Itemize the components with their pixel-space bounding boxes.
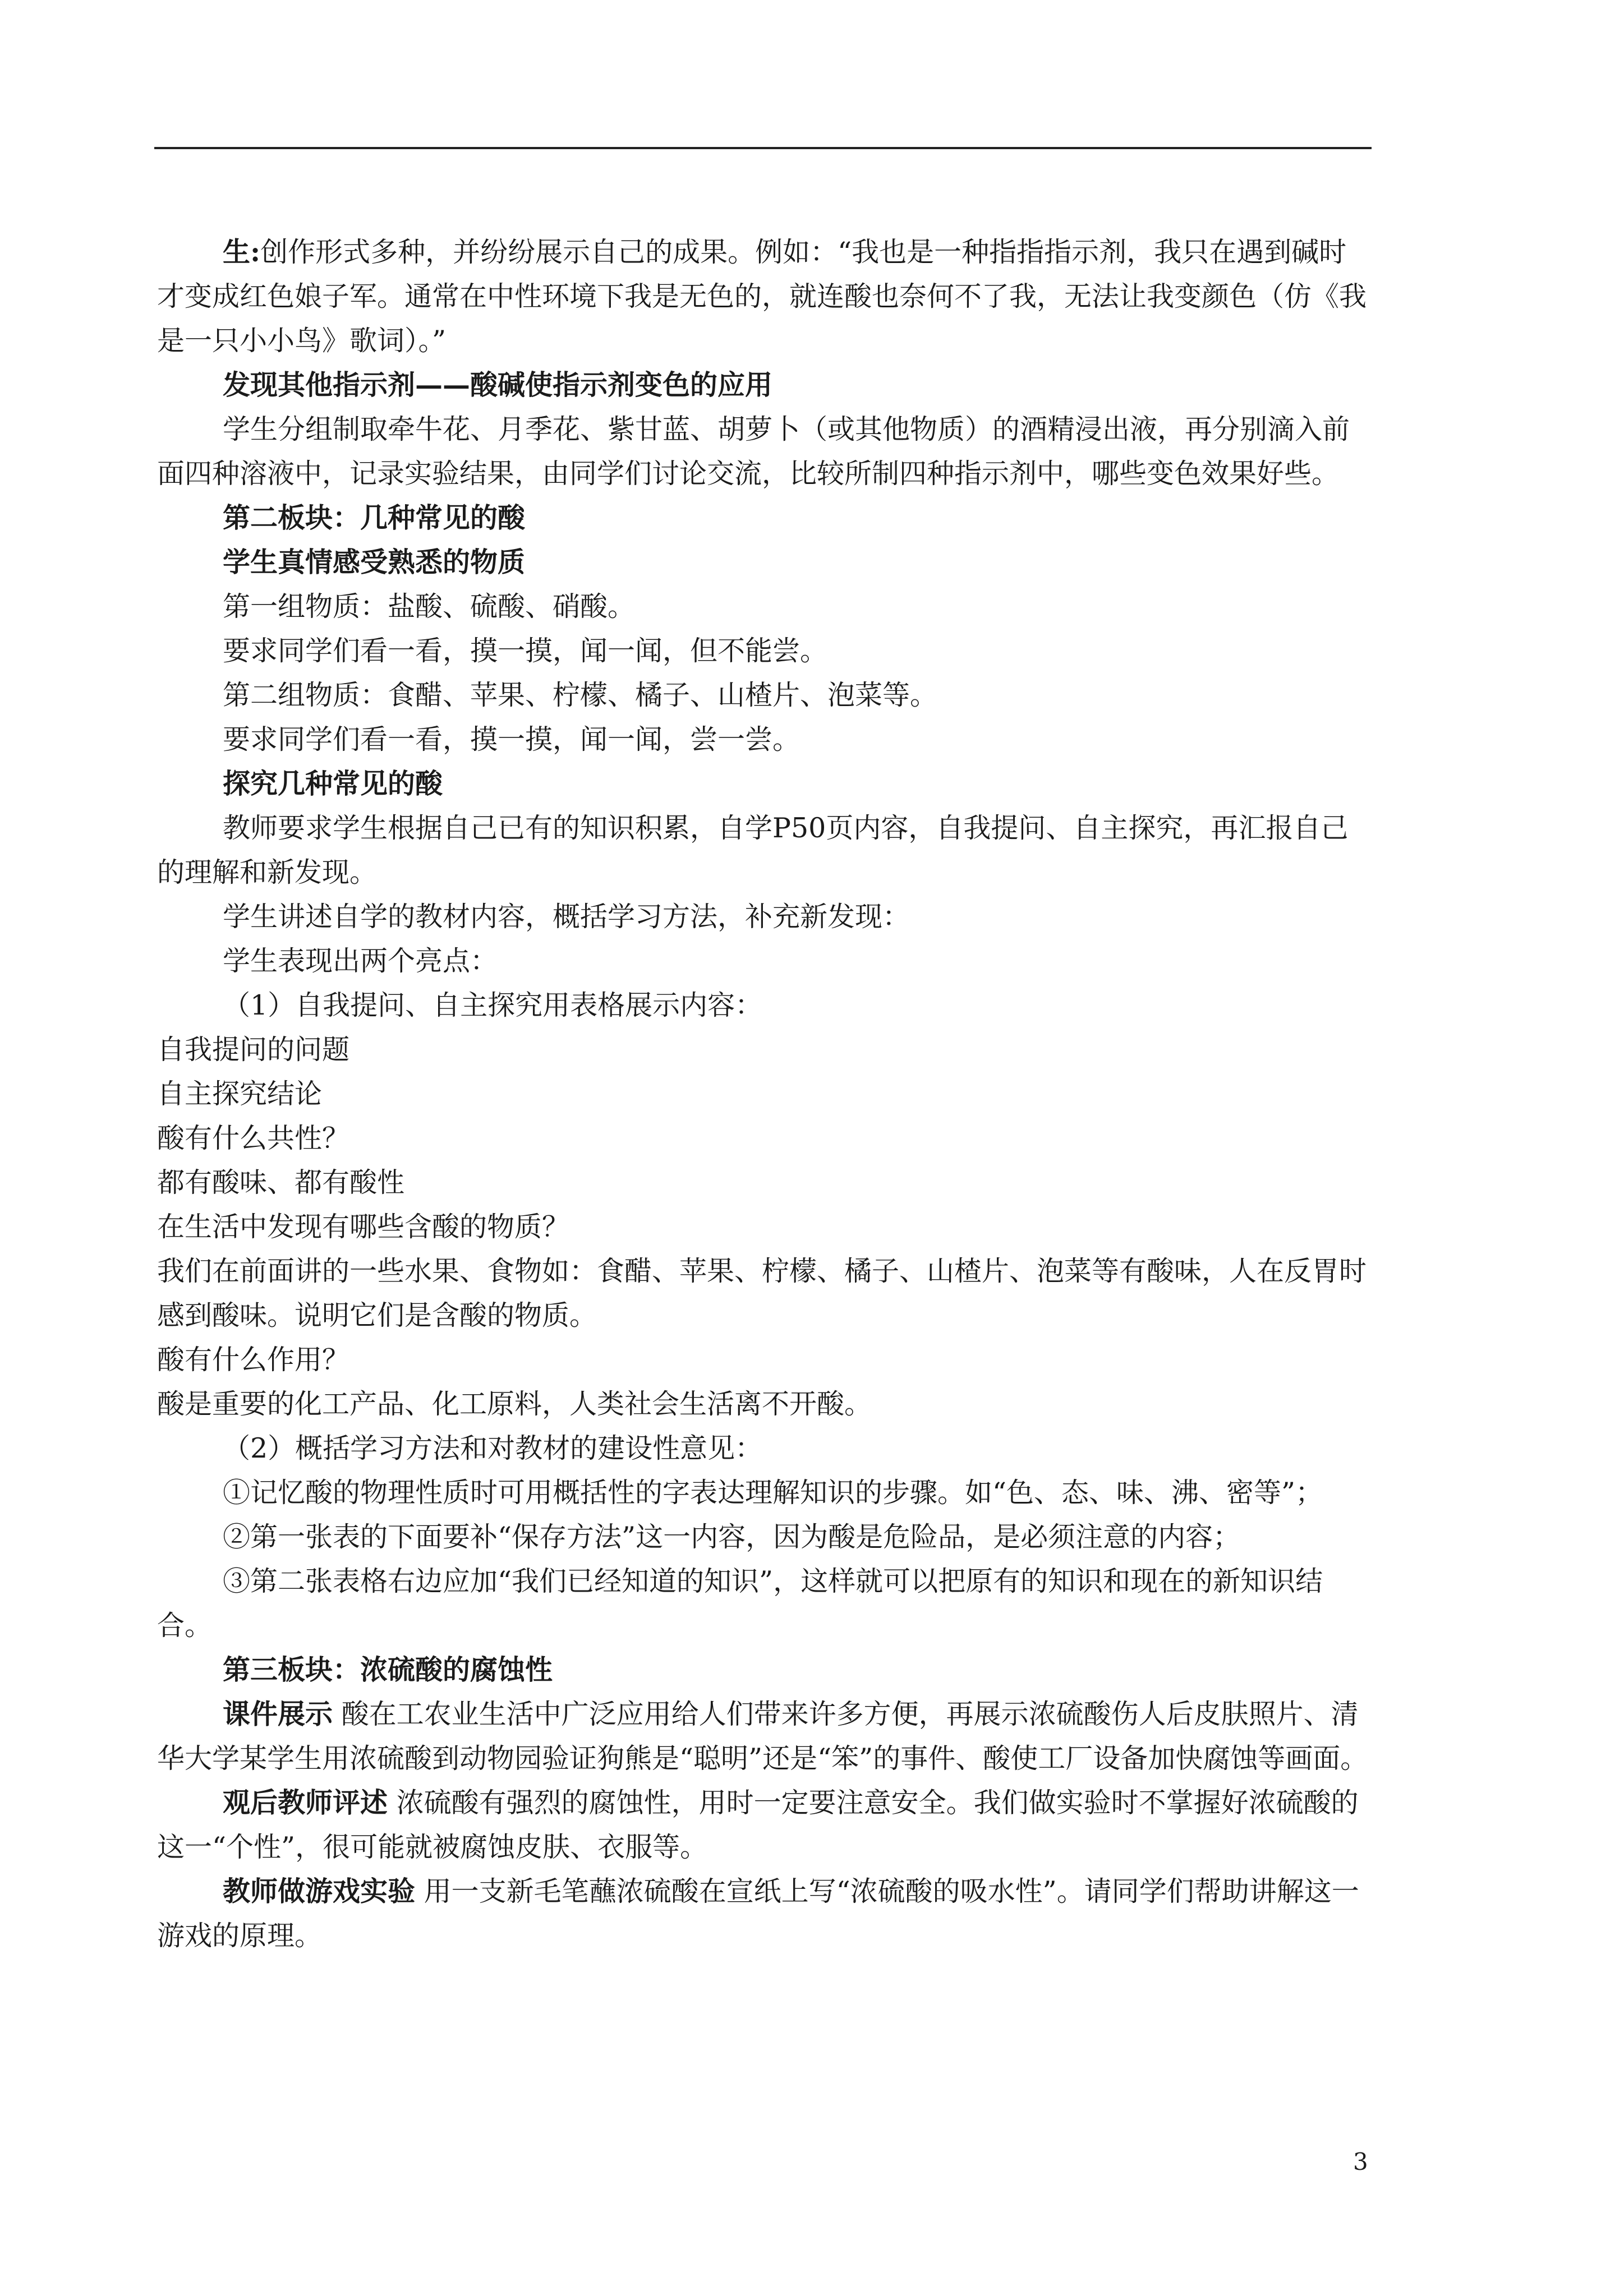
section-heading: 第二板块：几种常见的酸	[223, 501, 526, 534]
bold-lead: 观后教师评述	[223, 1786, 388, 1819]
section-heading: 发现其他指示剂——酸碱使指示剂变色的应用	[223, 368, 773, 401]
bold-lead: 教师做游戏实验	[223, 1875, 416, 1907]
paragraph: 第一组物质：盐酸、硫酸、硝酸。	[223, 591, 636, 623]
table-cell: 都有酸味、都有酸性	[157, 1167, 405, 1198]
table-cell: 我们在前面讲的一些水果、食物如：食醋、苹果、柠檬、橘子、山楂片、泡菜等有酸味，人在反胃时感到酸味。说明它们是含酸的物质。	[157, 1255, 1367, 1331]
document-body	[157, 230, 1372, 1958]
page-number: 3	[1353, 2148, 1368, 2175]
paragraph: 要求同学们看一看，摸一摸，闻一闻，尝一尝。	[223, 723, 801, 755]
paragraph: ①记忆酸的物理性质时可用概括性的字表达理解知识的步骤。如“色、态、味、沸、密等”；	[223, 1477, 1323, 1509]
paragraph: 学生表现出两个亮点：	[223, 945, 498, 977]
paragraph: 学生分组制取牵牛花、月季花、紫甘蓝、胡萝卜（或其他物质）的酒精浸出液，再分别滴入前面四种溶液中，记录实验结果，由同学们讨论交流，比较所制四种指示剂中，哪些变色效果好些。	[157, 413, 1350, 490]
paragraph: ③第二张表格右边应加“我们已经知道的知识”，这样就可以把原有的知识和现在的新知识结合。	[157, 1565, 1323, 1642]
bold-lead: 课件展示	[223, 1698, 333, 1730]
paragraph: （2）概括学习方法和对教材的建设性意见：	[223, 1432, 763, 1464]
table-cell: 在生活中发现有哪些含酸的物质？	[157, 1211, 570, 1243]
paragraph: 课件展示 酸在工农业生活中广泛应用给人们带来许多方便，再展示浓硫酸伤人后皮肤照片、清华大学某学生用浓硫酸到动物园验证狗熊是“聪明”还是“笨”的事件、酸使工厂设备加快腐蚀等画面。	[157, 1698, 1368, 1774]
paragraph: 教师做游戏实验 用一支新毛笔蘸浓硫酸在宣纸上写“浓硫酸的吸水性”。请同学们帮助讲解这一游戏的原理。	[157, 1875, 1359, 1952]
paragraph: 观后教师评述 浓硫酸有强烈的腐蚀性，用时一定要注意安全。我们做实验时不掌握好浓硫酸的这一“个性”，很可能就被腐蚀皮肤、衣服等。	[157, 1786, 1359, 1863]
section-heading: 学生真情感受熟悉的物质	[223, 546, 526, 578]
section-heading: 探究几种常见的酸	[223, 767, 443, 800]
table-cell: 酸有什么作用？	[157, 1344, 350, 1376]
table-cell: 自我提问的问题	[157, 1034, 350, 1066]
section-heading: 第三板块：浓硫酸的腐蚀性	[223, 1653, 553, 1686]
table-cell: 自主探究结论	[157, 1078, 323, 1110]
table-cell: 酸有什么共性？	[157, 1122, 350, 1154]
table-cell: 酸是重要的化工产品、化工原料，人类社会生活离不开酸。	[157, 1388, 872, 1420]
paragraph: 生:创作形式多种，并纷纷展示自己的成果。例如：“我也是一种指指指示剂，我只在遇到碱时才变成红色娘子军。通常在中性环境下我是无色的，就连酸也奈何不了我，无法让我变颜色（仿《我是一只小小鸟》歌词）。”	[157, 236, 1367, 357]
paragraph: 要求同学们看一看，摸一摸，闻一闻，但不能尝。	[223, 635, 828, 667]
paragraph: 教师要求学生根据自己已有的知识积累，自学P50页内容，自我提问、自主探究，再汇报自己的理解和新发现。	[157, 812, 1349, 888]
paragraph: 第二组物质：食醋、苹果、柠檬、橘子、山楂片、泡菜等。	[223, 679, 938, 711]
paragraph: （1）自我提问、自主探究用表格展示内容：	[223, 989, 763, 1021]
bold-lead: 生:	[223, 236, 261, 268]
paragraph: 学生讲述自学的教材内容，概括学习方法，补充新发现：	[223, 901, 910, 933]
header-rule	[154, 147, 1372, 149]
paragraph: ②第一张表的下面要补“保存方法”这一内容，因为酸是危险品，是必须注意的内容；	[223, 1521, 1241, 1553]
